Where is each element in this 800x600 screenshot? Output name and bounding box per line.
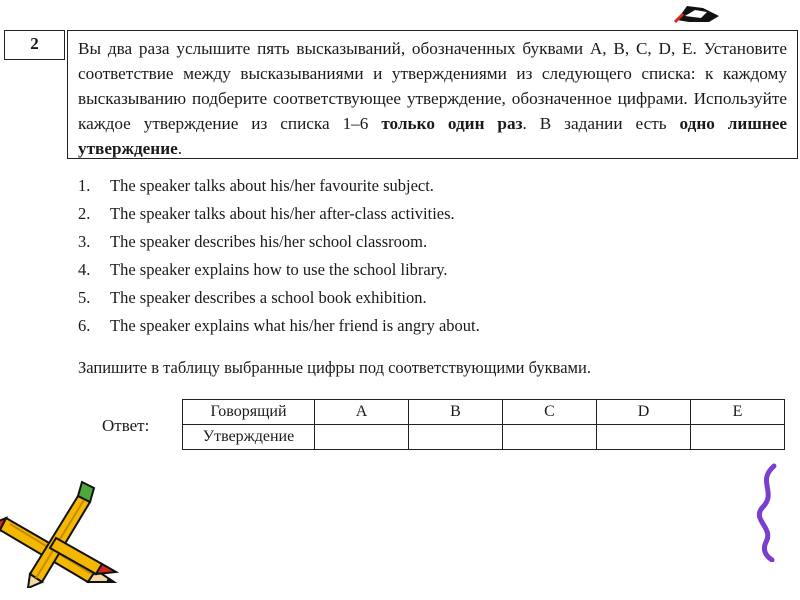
statement-number: 3. [78,232,91,251]
statement-text: The speaker explains what his/her friend is angry about. [110,316,480,335]
task-text-part2: . В задании есть [522,114,680,133]
statement-text: The speaker describes a school book exhibition. [110,288,427,307]
answer-label: Ответ: [102,416,150,435]
statement-text: The speaker explains how to use the school library. [110,260,448,279]
statement-text: The speaker talks about his/her after-class activities. [110,204,455,223]
statement-row-header: Утверждение [183,425,315,450]
statement-item [78,203,480,231]
speaker-row-header: Говорящий [183,400,315,425]
answer-cell-d[interactable] [597,425,691,450]
corner-decoration-icon [673,2,723,24]
letter-cell-c: C [503,400,597,425]
table-instruction: Запишите в таблицу выбранные цифры под соответствующими буквами. [78,358,591,377]
table-row-statement [183,425,785,450]
letter-cell-d: D [597,400,691,425]
letter-cell-b: B [409,400,503,425]
answer-cell-b[interactable] [409,425,503,450]
statement-number: 4. [78,260,91,279]
statement-item [78,315,480,343]
task-instruction-text [78,36,787,161]
statement-text: The speaker describes his/her school classroom. [110,232,428,251]
table-row-speaker [183,400,785,425]
task-instruction-box [67,30,798,159]
letter-cell-e: E [691,400,785,425]
purple-squiggle-icon [752,462,782,562]
statement-number: 1. [78,176,91,195]
crossed-pencils-icon [0,478,122,588]
task-number: 2 [4,30,65,60]
statement-number: 2. [78,204,91,223]
statement-text: The speaker talks about his/her favourite subject. [110,176,434,195]
letter-cell-a: A [315,400,409,425]
statement-item [78,175,480,203]
task-text-part3: . [177,139,183,158]
answer-table [182,399,785,450]
task-text-part1: Вы два раза услышите пять высказываний, обозначенных буквами A, B, C, D, E. Установите соответствие между высказываниями и утверждениями из следующего списка: к каждому высказыванию подберите соответствующее утверждение, обозначенное цифрами. Используйте каждое утверждение из списка 1–6 [78,39,787,133]
answer-cell-c[interactable] [503,425,597,450]
statement-number: 5. [78,288,91,307]
task-text-bold-once: только один раз [381,114,523,133]
statements-list [78,175,480,343]
statement-item [78,259,480,287]
answer-cell-a[interactable] [315,425,409,450]
task-text-bold-extra: одно лишнее утверждение [78,114,787,158]
answer-cell-e[interactable] [691,425,785,450]
statement-item [78,231,480,259]
statement-item [78,287,480,315]
statement-number: 6. [78,316,91,335]
